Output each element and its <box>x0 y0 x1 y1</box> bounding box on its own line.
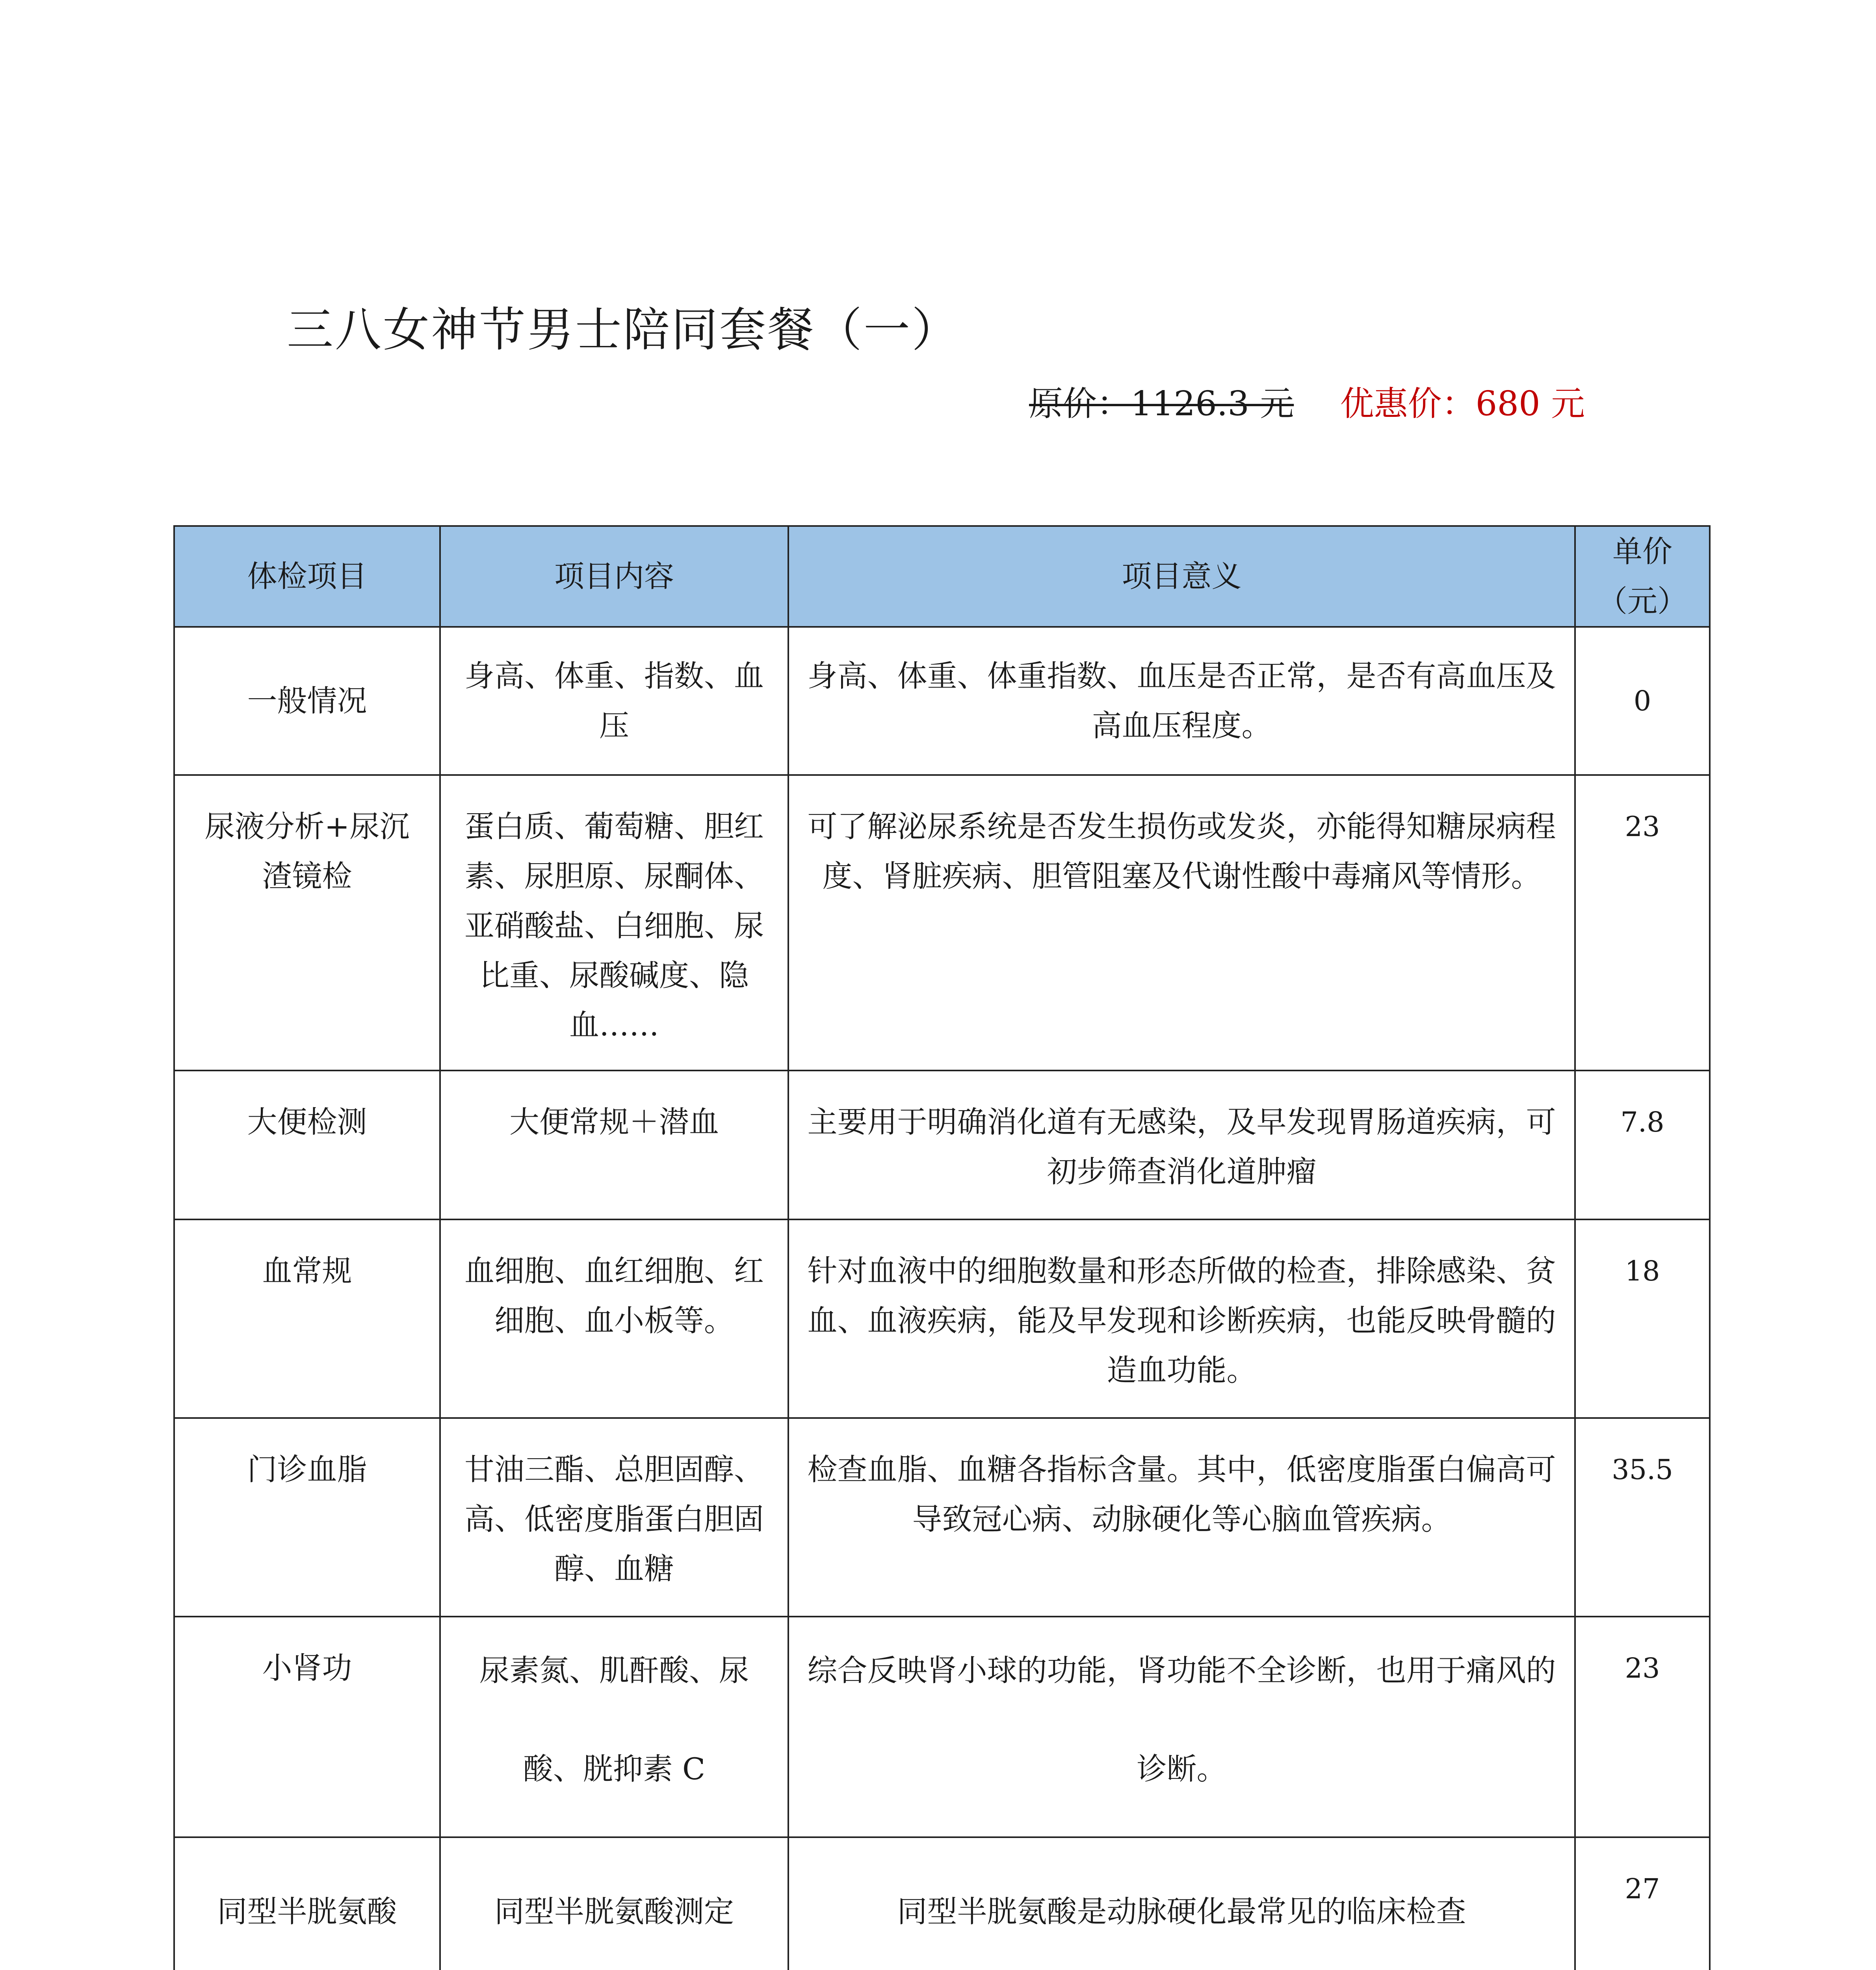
header-price: 单价（元） <box>1575 526 1710 627</box>
header-meaning: 项目意义 <box>788 526 1575 627</box>
row-content: 血细胞、血红细胞、红细胞、血小板等。 <box>440 1219 788 1418</box>
row-item: 一般情况 <box>174 627 440 775</box>
row-content: 大便常规＋潜血 <box>440 1070 788 1219</box>
table-header-row <box>174 526 1710 627</box>
row-content: 尿素氮、肌酐酸、尿酸、胱抑素 C <box>440 1617 788 1837</box>
row-content: 同型半胱氨酸测定 <box>440 1837 788 1970</box>
table-row <box>174 1418 1710 1617</box>
row-item: 尿液分析+尿沉渣镜检 <box>174 775 440 1070</box>
original-price: 原价：1126.3 元 <box>1029 384 1294 424</box>
row-price: 27 <box>1575 1837 1710 1970</box>
header-item: 体检项目 <box>174 526 440 627</box>
page-title: 三八女神节男士陪同套餐（一） <box>287 303 960 357</box>
price-line <box>1029 376 1585 425</box>
table-row <box>174 775 1710 1070</box>
row-price: 0 <box>1575 627 1710 775</box>
table-row <box>174 1617 1710 1837</box>
table-row <box>174 627 1710 775</box>
row-item: 门诊血脂 <box>174 1418 440 1617</box>
row-content: 甘油三酯、总胆固醇、高、低密度脂蛋白胆固醇、血糖 <box>440 1418 788 1617</box>
row-meaning: 综合反映肾小球的功能，肾功能不全诊断，也用于痛风的诊断。 <box>788 1617 1575 1837</box>
row-price: 35.5 <box>1575 1418 1710 1617</box>
checkup-items-table <box>173 525 1711 1970</box>
row-item: 血常规 <box>174 1219 440 1418</box>
row-item: 同型半胱氨酸 <box>174 1837 440 1970</box>
header-content: 项目内容 <box>440 526 788 627</box>
table-row <box>174 1837 1710 1970</box>
discount-price: 优惠价：680 元 <box>1340 384 1585 424</box>
row-price: 23 <box>1575 1617 1710 1837</box>
row-item: 小肾功 <box>174 1617 440 1837</box>
row-item: 大便检测 <box>174 1070 440 1219</box>
table-row <box>174 1070 1710 1219</box>
row-meaning: 检查血脂、血糖各指标含量。其中，低密度脂蛋白偏高可导致冠心病、动脉硬化等心脑血管疾病。 <box>788 1418 1575 1617</box>
row-content: 身高、体重、指数、血压 <box>440 627 788 775</box>
row-meaning: 针对血液中的细胞数量和形态所做的检查，排除感染、贫血、血液疾病，能及早发现和诊断疾病，也能反映骨髓的造血功能。 <box>788 1219 1575 1418</box>
row-meaning: 可了解泌尿系统是否发生损伤或发炎，亦能得知糖尿病程度、肾脏疾病、胆管阻塞及代谢性酸中毒痛风等情形。 <box>788 775 1575 1070</box>
row-content: 蛋白质、葡萄糖、胆红素、尿胆原、尿酮体、亚硝酸盐、白细胞、尿比重、尿酸碱度、隐血…… <box>440 775 788 1070</box>
row-meaning: 同型半胱氨酸是动脉硬化最常见的临床检查 <box>788 1837 1575 1970</box>
row-price: 18 <box>1575 1219 1710 1418</box>
row-meaning: 主要用于明确消化道有无感染，及早发现胃肠道疾病，可初步筛查消化道肿瘤 <box>788 1070 1575 1219</box>
table-row <box>174 1219 1710 1418</box>
row-meaning: 身高、体重、体重指数、血压是否正常，是否有高血压及高血压程度。 <box>788 627 1575 775</box>
row-price: 7.8 <box>1575 1070 1710 1219</box>
row-price: 23 <box>1575 775 1710 1070</box>
